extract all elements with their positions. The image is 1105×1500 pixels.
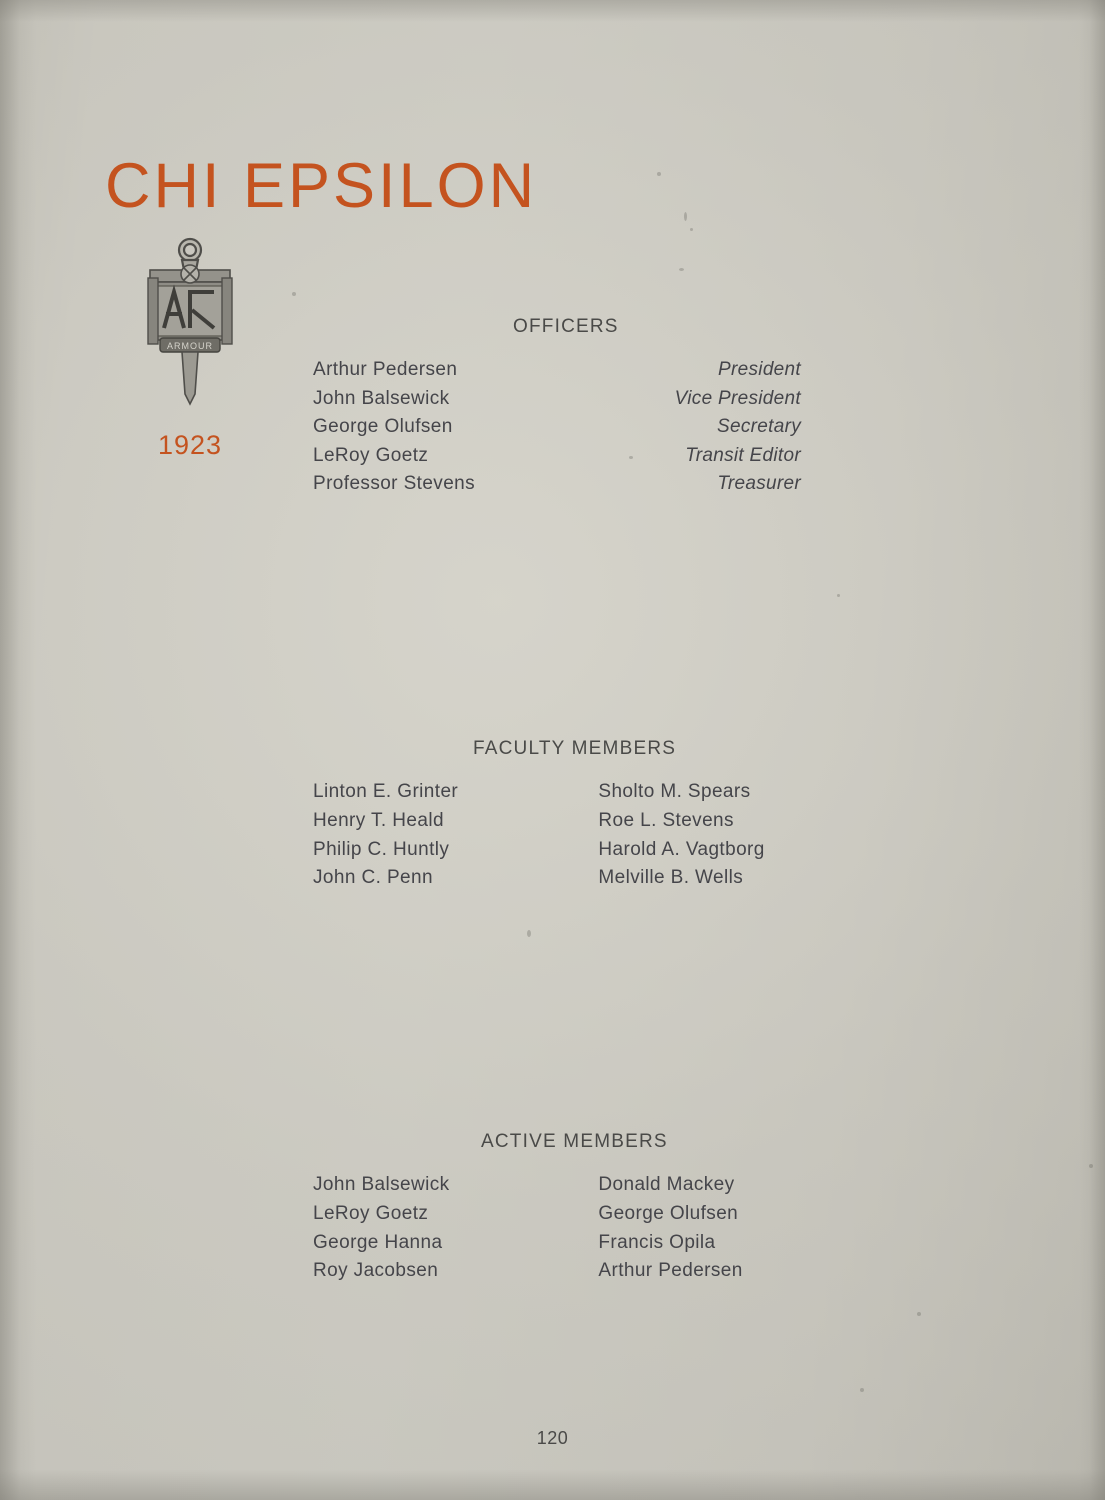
fraternity-pin-icon	[130, 232, 250, 412]
active-member-name: Francis Opila	[598, 1231, 716, 1253]
paper-speck	[1089, 1164, 1093, 1168]
officers-list	[313, 356, 801, 499]
active-member-name: George Olufsen	[598, 1202, 739, 1224]
officer-title: Transit Editor	[685, 444, 801, 466]
officer-name: George Olufsen	[313, 416, 453, 438]
faculty-members-heading: FACULTY MEMBERS	[473, 738, 677, 759]
officer-title: Vice President	[674, 387, 801, 409]
faculty-name: John C. Penn	[313, 867, 433, 889]
faculty-name: Linton E. Grinter	[313, 781, 459, 802]
active-member-row	[313, 1171, 843, 1200]
svg-text:ARMOUR: ARMOUR	[167, 341, 213, 351]
page-edge-shadow-top	[0, 0, 1105, 22]
officer-title: Treasurer	[717, 473, 801, 495]
paper-speck	[679, 268, 684, 271]
officer-name: LeRoy Goetz	[313, 444, 429, 466]
page-number: 120	[536, 1428, 569, 1448]
paper-speck	[690, 228, 693, 231]
active-member-name: Roy Jacobsen	[313, 1260, 439, 1282]
paper-speck	[657, 172, 661, 176]
faculty-row	[313, 778, 843, 807]
charter-year: 1923	[157, 430, 223, 460]
officer-title: President	[718, 359, 801, 380]
faculty-row	[313, 807, 843, 836]
active-member-row	[313, 1257, 843, 1286]
paper-speck	[860, 1388, 864, 1392]
officer-row	[313, 413, 801, 442]
officer-name: Professor Stevens	[313, 473, 476, 495]
faculty-row	[313, 864, 843, 893]
active-member-name: John Balsewick	[313, 1174, 450, 1195]
faculty-name: Philip C. Huntly	[313, 838, 450, 860]
paper-speck	[292, 292, 296, 296]
officer-row	[313, 442, 801, 471]
active-members-list	[313, 1171, 843, 1286]
officer-row	[313, 470, 801, 499]
faculty-name: Sholto M. Spears	[598, 781, 751, 802]
faculty-name: Roe L. Stevens	[598, 809, 734, 831]
officer-name: John Balsewick	[313, 387, 450, 409]
page-edge-shadow-left	[0, 0, 36, 1500]
officer-row	[313, 385, 801, 414]
active-member-row	[313, 1229, 843, 1258]
page-title: CHI EPSILON	[105, 151, 538, 222]
officer-title: Secretary	[716, 416, 801, 438]
faculty-members-list	[313, 778, 843, 893]
faculty-row	[313, 836, 843, 865]
paper-speck	[527, 930, 531, 937]
page-edge-shadow-right	[1079, 0, 1105, 1500]
paper-speck	[837, 594, 840, 597]
faculty-name: Melville B. Wells	[598, 867, 744, 889]
active-member-name: George Hanna	[313, 1231, 443, 1253]
officer-name: Arthur Pedersen	[313, 359, 458, 380]
active-member-row	[313, 1200, 843, 1229]
page-edge-shadow-bottom	[0, 1470, 1105, 1500]
faculty-name: Henry T. Heald	[313, 809, 444, 831]
active-member-name: Donald Mackey	[598, 1174, 735, 1195]
paper-speck	[917, 1312, 921, 1316]
active-members-heading: ACTIVE MEMBERS	[481, 1131, 668, 1152]
officers-heading: OFFICERS	[513, 316, 619, 337]
active-member-name: Arthur Pedersen	[598, 1260, 743, 1282]
paper-speck	[684, 212, 687, 221]
faculty-name: Harold A. Vagtborg	[598, 838, 765, 860]
active-member-name: LeRoy Goetz	[313, 1202, 429, 1224]
officer-row	[313, 356, 801, 385]
